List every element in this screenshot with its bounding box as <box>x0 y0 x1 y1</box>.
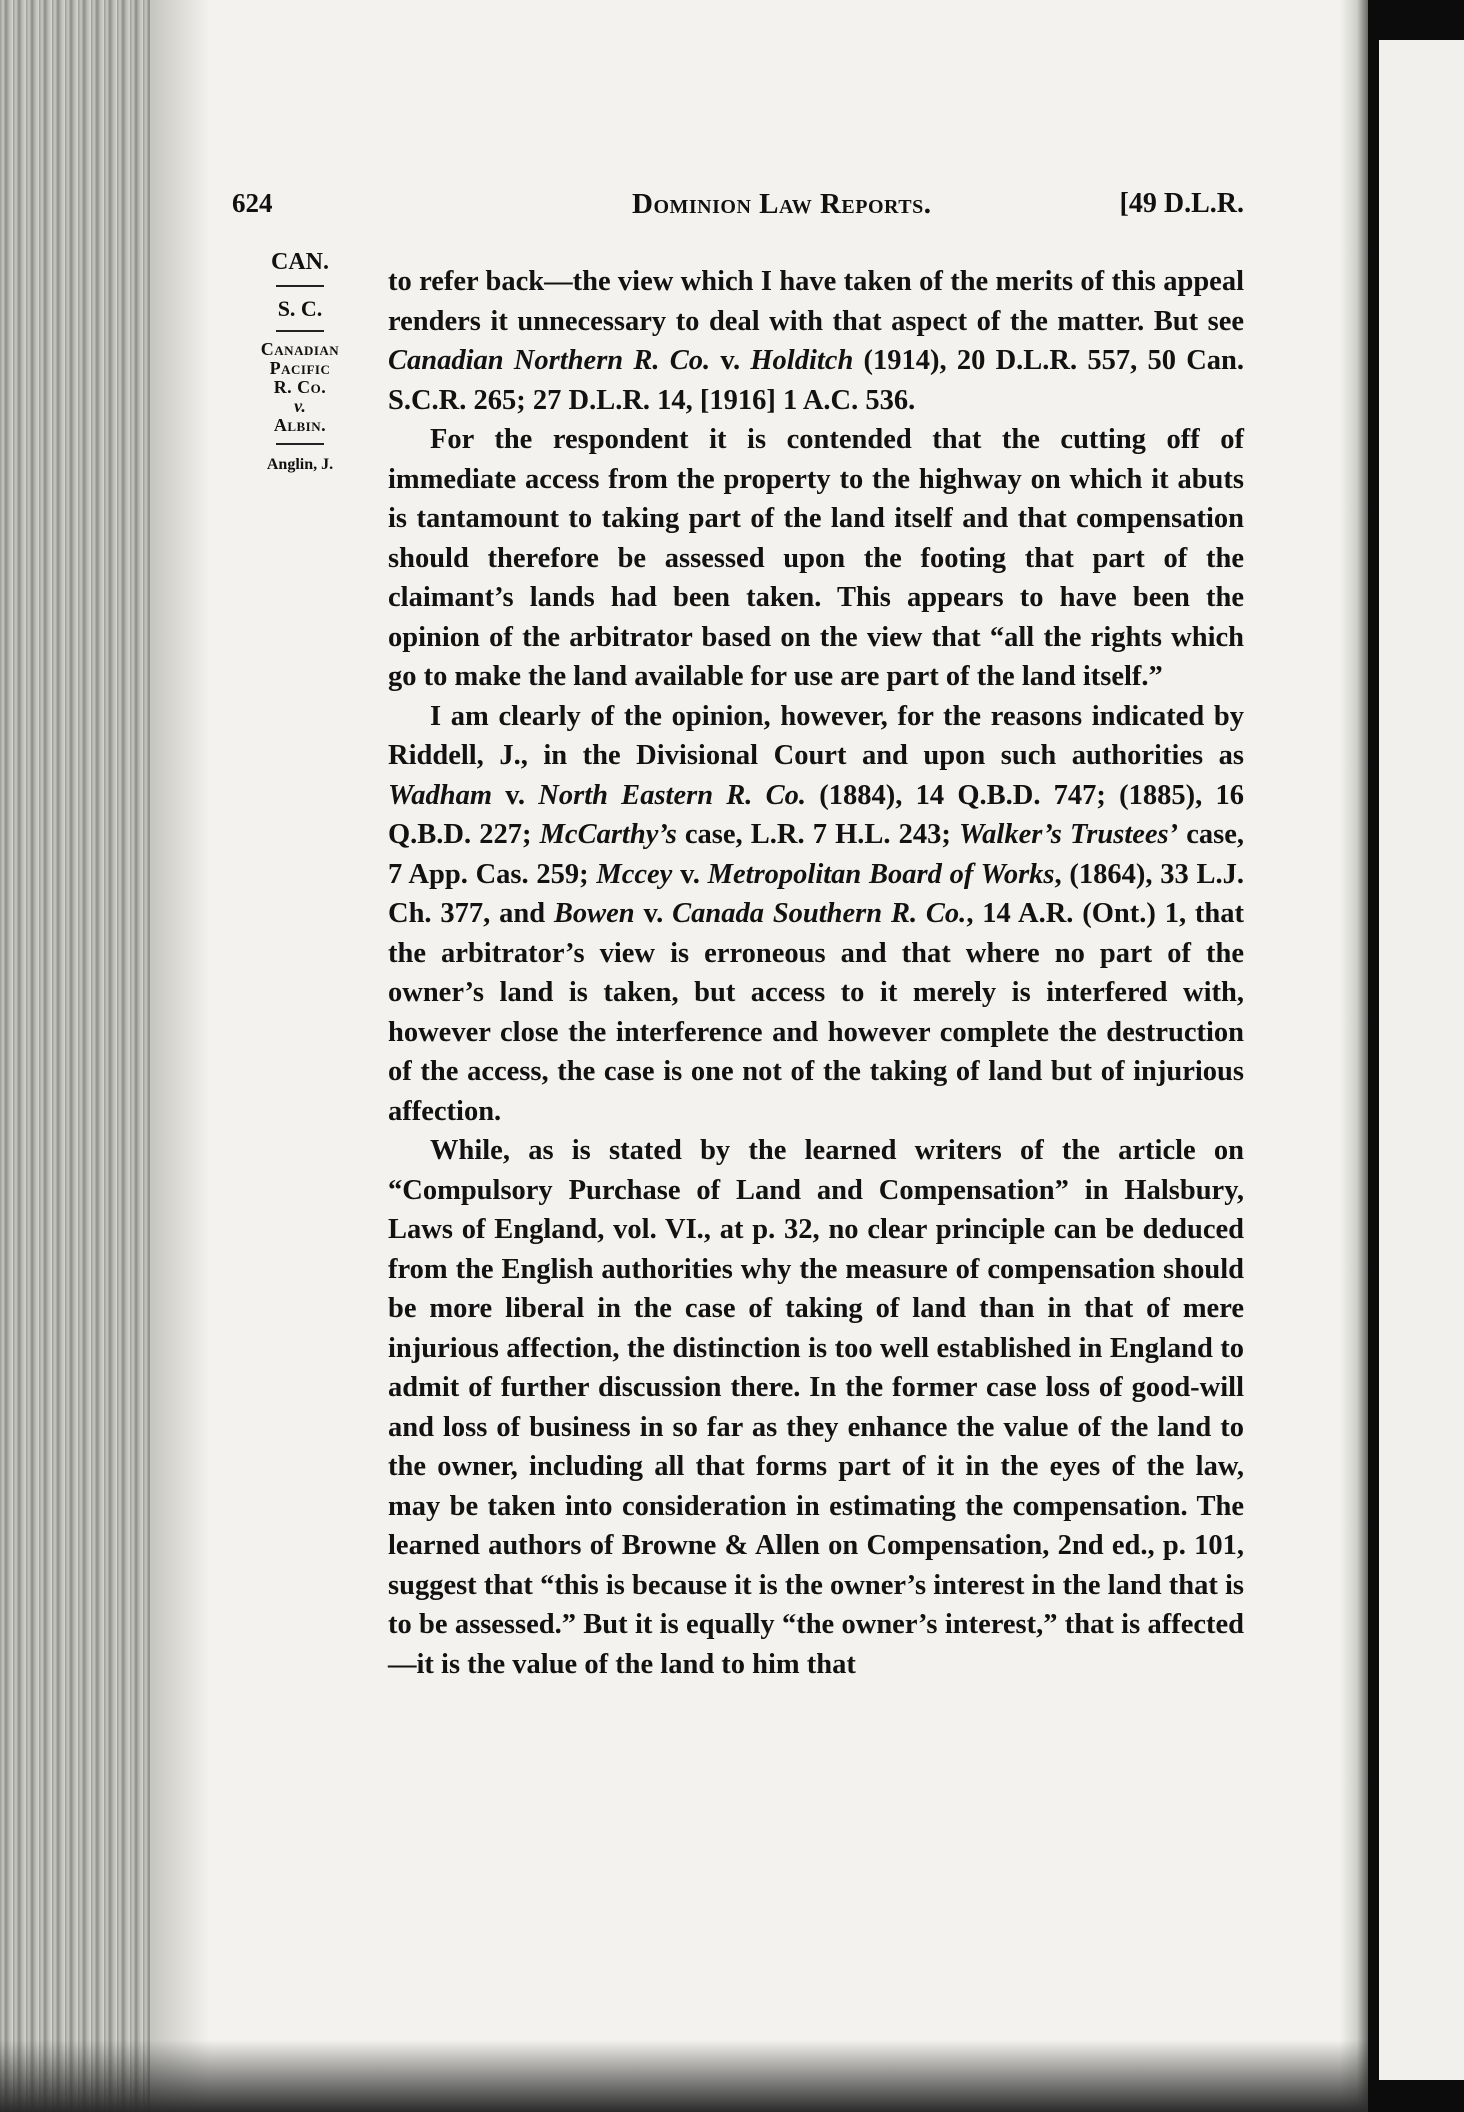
case-name: Canada Southern R. Co. <box>672 898 967 929</box>
case-name: McCarthy’s <box>539 819 677 850</box>
case-name: Metropolitan Board of Works <box>707 858 1055 890</box>
page-bottom-shadow <box>0 2040 1368 2112</box>
margin-rule <box>276 330 324 332</box>
margin-rule <box>276 443 324 445</box>
margin-party1-line2: Pacific <box>269 358 331 379</box>
case-name: Holditch <box>750 345 854 376</box>
case-name: Wadham <box>388 779 492 811</box>
margin-judge: Anglin, J. <box>266 455 334 473</box>
margin-versus: v. <box>294 395 306 416</box>
margin-note <box>240 250 360 474</box>
margin-party1-line1: Canadian <box>260 339 340 360</box>
margin-party2: Albin. <box>273 414 327 435</box>
margin-jurisdiction: CAN. <box>271 249 329 275</box>
paragraph: to refer back—the view which I have taken of the merits of this appeal renders it unnecessary to deal with that aspect of the matter. But see Canadian Northern R. Co. v. Holditch (1914), 20 D.L.R. 557, 50 Can. S.C.R. 265; 27 D.L.R. 14, [1916] 1 A.C. 536. <box>388 266 1244 416</box>
page-right-edge <box>1340 0 1368 2112</box>
paragraph: I am clearly of the opinion, however, for the reasons indicated by Riddell, J., in the Divisional Court and upon such authorities as Wadham v. North Eastern R. Co. (1884), 14 Q.B.D. 747; (1885), 16 Q.B.D. 227; McCarthy’s case, L.R. 7 H.L. 243; Walker’s Trustees’ case, 7 App. Cas. 259; Mccey v. Metropolitan Board of Works, (1864), 33 L.J. Ch. 377, and Bowen v. Canada Southern R. Co., 14 A.R. (Ont.) 1, that the arbitrator’s view is erroneous and that where no part of the owner’s land is taken, but access to it merely is interfered with, however close the interference and however complete the destruction of the access, the case is one not of the taking of land but of injurious affection. <box>388 700 1245 1127</box>
case-name: Canadian Northern R. Co. <box>388 345 711 376</box>
body-text <box>388 262 1244 1684</box>
margin-party1-line3: R. Co. <box>273 377 327 398</box>
case-name: Mccey <box>596 858 673 890</box>
paragraph: For the respondent it is contended that the cutting off of immediate access from the property to the highway on which it abuts is tantamount to taking part of the land itself and that compensation should therefore be assessed upon the footing that part of the claimant’s lands had been taken. This appears to have been the opinion of the arbitrator based on the view that “all the rights which go to make the land available for use are part of the land itself.” <box>388 424 1244 692</box>
facing-page-sliver <box>1379 40 1464 2080</box>
case-name: Walker’s Trustees’ <box>958 819 1179 850</box>
page-number: 624 <box>232 188 273 218</box>
book-binding-edge <box>0 0 150 2112</box>
paragraph: While, as is stated by the learned writers of the article on “Compulsory Purchase of Land and Compensation” in Halsbury, Laws of England, vol. VI., at p. 32, no clear principle can be deduced from the English authorities why the measure of compensation should be more liberal in the case of taking of land than in that of mere injurious affection, the distinction is too well established in England to admit of further discussion there. In the former case loss of good-will and loss of business in so far as they enhance the value of the land to the owner, including all that forms part of it in the eyes of the law, may be taken into consideration in estimating the compensation. The learned authors of Browne & Allen on Compensation, 2nd ed., p. 101, suggest that “this is because it is the owner’s interest in the land that is to be assessed.” But it is equally “the owner’s interest,” that is affected—it is the value of the land to him that <box>388 1135 1244 1680</box>
binding-shadow <box>150 0 210 2112</box>
margin-rule <box>276 285 324 287</box>
running-header <box>232 188 1244 228</box>
case-name: North Eastern R. Co. <box>538 779 807 811</box>
case-name: Bowen <box>553 898 635 929</box>
margin-court: S. C. <box>277 296 323 322</box>
running-title: Dominion Law Reports. <box>632 188 932 220</box>
volume-reference: [49 D.L.R. <box>1119 188 1244 219</box>
